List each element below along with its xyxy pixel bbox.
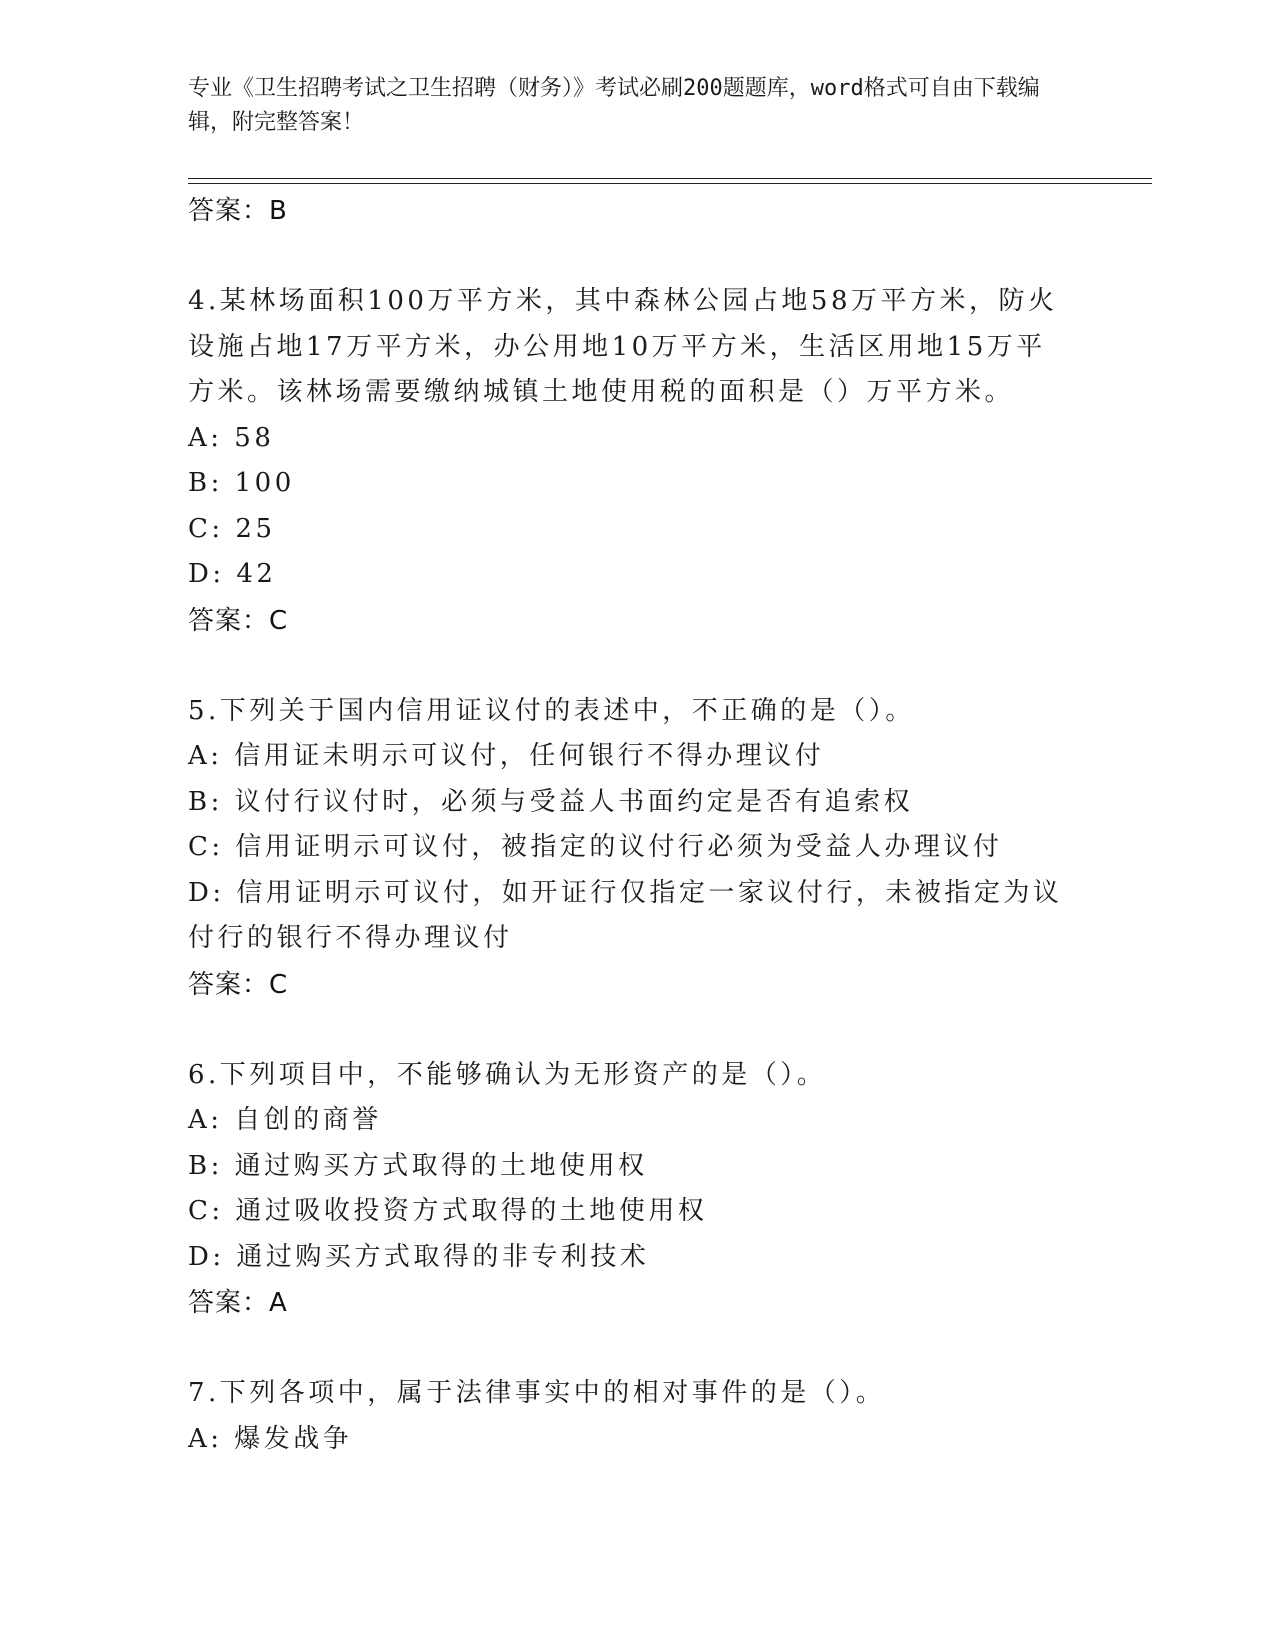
answer-line: 答案：A xyxy=(188,1288,288,1318)
option-a: A: 信用证未明示可议付，任何银行不得办理议付 xyxy=(188,741,825,771)
answer-line: 答案：C xyxy=(188,605,289,636)
spacer xyxy=(188,644,1068,689)
option-c: C: 信用证明示可议付，被指定的议付行必须为受益人办理议付 xyxy=(188,832,1003,862)
question-text: 7.下列各项中，属于法律事实中的相对事件的是（）。 xyxy=(188,1378,886,1408)
page-header: 专业《卫生招聘考试之卫生招聘（财务）》考试必刷200题题库，word格式可自由下载编辑，附完整答案！ xyxy=(188,76,1040,135)
question-text: 5.下列关于国内信用证议付的表述中，不正确的是（）。 xyxy=(188,695,915,726)
option-a: A: 58 xyxy=(188,422,275,453)
question-block xyxy=(188,1371,1068,1462)
option-d: D: 信用证明示可议付，如开证行仅指定一家议付行，未被指定为议付行的银行不得办理议付 xyxy=(188,877,1063,953)
question-list xyxy=(188,188,1068,1462)
option-a: A: 爆发战争 xyxy=(188,1423,353,1454)
spacer xyxy=(188,234,1068,279)
option-d: D: 通过购买方式取得的非专利技术 xyxy=(188,1241,650,1272)
question-text: 6.下列项目中，不能够确认为无形资产的是（）。 xyxy=(188,1059,827,1090)
question-text: 4.某林场面积100万平方米，其中森林公园占地58万平方米，防火设施占地17万平方米，办公用地10万平方米，生活区用地15万平方米。该林场需要缴纳城镇土地使用税的面积是（）万平方米。 xyxy=(188,286,1058,407)
answer-line: 答案：B xyxy=(188,196,288,226)
header-divider-bottom xyxy=(188,183,1152,184)
header-divider-top xyxy=(188,178,1152,179)
option-b: B: 通过购买方式取得的土地使用权 xyxy=(188,1150,648,1181)
answer-line: 答案：C xyxy=(188,969,289,1000)
question-block xyxy=(188,689,1068,1008)
spacer xyxy=(188,1008,1068,1053)
option-b: B: 议付行议付时，必须与受益人书面约定是否有追索权 xyxy=(188,786,914,817)
option-c: C: 通过吸收投资方式取得的土地使用权 xyxy=(188,1196,708,1226)
option-b: B: 100 xyxy=(188,468,295,498)
option-c: C: 25 xyxy=(188,513,276,544)
question-block xyxy=(188,279,1068,644)
option-a: A: 自创的商誉 xyxy=(188,1105,382,1135)
spacer xyxy=(188,1326,1068,1371)
option-d: D: 42 xyxy=(188,559,277,589)
question-block xyxy=(188,1053,1068,1327)
